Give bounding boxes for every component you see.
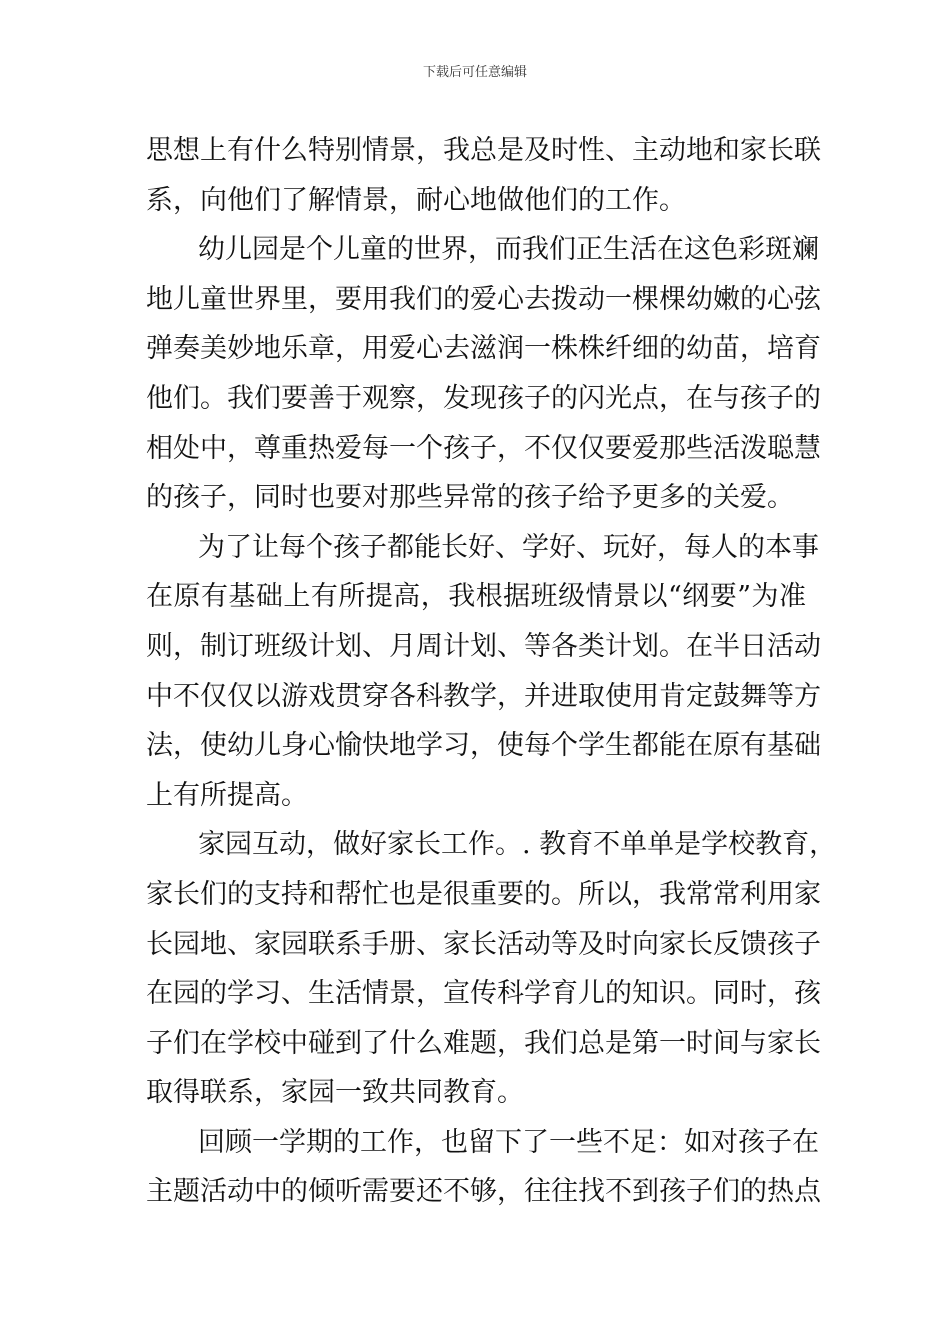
text-line: 子们在学校中碰到了什么难题，我们总是第一时间与家长 (146, 1027, 821, 1059)
text-line: 在园的学习、生活情景，宣传科学育儿的知识。同时，孩 (146, 978, 821, 1010)
text-line: 系，向他们了解情景，耐心地做他们的工作。 (146, 184, 686, 216)
text-line: 弹奏美妙地乐章，用爱心去滋润一株株纤细的幼苗，培育 (146, 333, 821, 365)
text-line: 地儿童世界里，要用我们的爱心去拨动一棵棵幼嫩的心弦 (146, 283, 821, 315)
document-body (146, 126, 837, 1217)
page-header: 下载后可任意编辑 (422, 65, 527, 80)
text-line: 家长们的支持和帮忙也是很重要的。所以，我常常利用家 (146, 878, 821, 910)
text-line: 的孩子，同时也要对那些异常的孩子给予更多的关爱。 (146, 482, 794, 514)
text-line: 幼儿园是个儿童的世界，而我们正生活在这色彩斑斓 (198, 234, 819, 266)
text-line: 长园地、家园联系手册、家长活动等及时向家长反馈孩子 (146, 928, 821, 960)
text-line: 中不仅仅以游戏贯穿各科教学，并进取使用肯定鼓舞等方 (146, 680, 821, 712)
text-line: 则，制订班级计划、月周计划、等各类计划。在半日活动 (146, 630, 821, 662)
text-line: 取得联系，家园一致共同教育。 (146, 1077, 524, 1109)
text-line: 主题活动中的倾听需要还不够，往往找不到孩子们的热点 (146, 1176, 821, 1208)
text-line: 相处中，尊重热爱每一个孩子，不仅仅要爱那些活泼聪慧 (146, 432, 821, 464)
text-line: 上有所提高。 (146, 779, 308, 811)
text-line: 法，使幼儿身心愉快地学习，使每个学生都能在原有基础 (146, 730, 821, 762)
text-line: 在原有基础上有所提高，我根据班级情景以“纲要”为准 (146, 581, 806, 613)
text-line: 他们。我们要善于观察，发现孩子的闪光点，在与孩子的 (146, 382, 821, 414)
text-line: 家园互动，做好家长工作。. 教育不单单是学校教育， (198, 829, 837, 861)
text-line: 为了让每个孩子都能长好、学好、玩好，每人的本事 (198, 531, 819, 563)
text-line: 回顾一学期的工作，也留下了一些不足：如对孩子在 (198, 1126, 819, 1158)
text-line: 思想上有什么特别情景，我总是及时性、主动地和家长联 (146, 135, 821, 166)
